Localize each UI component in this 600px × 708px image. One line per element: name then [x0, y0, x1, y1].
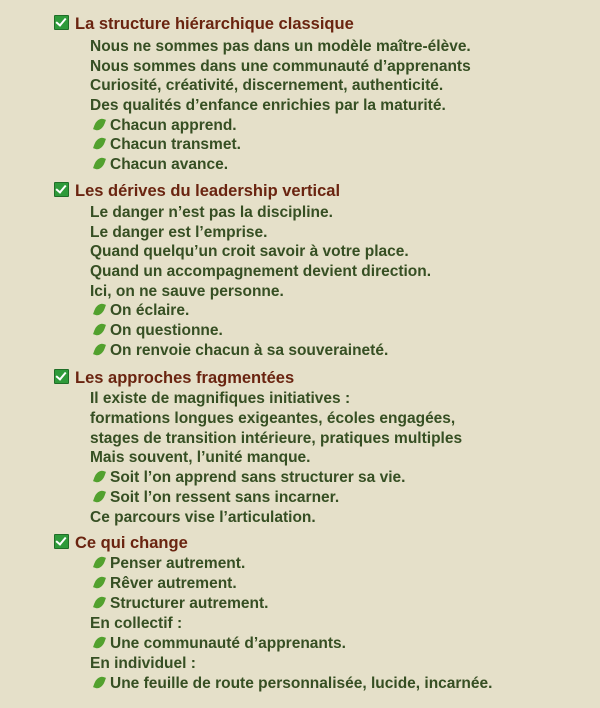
heading-text: Ce qui change: [75, 534, 188, 552]
leaf-icon: [93, 489, 106, 504]
bullet-text: On questionne.: [110, 322, 223, 339]
check-box-icon: [54, 534, 69, 549]
text-line: stages de transition intérieure, pratiques multiples: [90, 430, 463, 447]
bullet-text: Chacun apprend.: [110, 117, 237, 134]
leaf-icon: [93, 302, 106, 317]
text-line: Le danger est l’emprise.: [90, 224, 268, 241]
section-heading: [54, 534, 188, 553]
text-line: Quand un accompagnement devient direction.: [90, 263, 432, 280]
bullet-item: [95, 341, 388, 360]
bullet-text: Une communauté d’apprenants.: [110, 635, 346, 652]
label-individual: En individuel :: [90, 655, 196, 672]
bullet-text: Soit l’on ressent sans incarner.: [110, 489, 340, 506]
leaf-icon: [93, 555, 106, 570]
bullet-text: Chacun transmet.: [110, 136, 241, 153]
bullet-item: [95, 321, 223, 340]
heading-text: Les dérives du leadership vertical: [75, 182, 341, 200]
bullet-item: [95, 116, 237, 135]
bullet-item: [95, 135, 241, 154]
leaf-icon: [93, 635, 106, 650]
leaf-icon: [93, 117, 106, 132]
bullet-text: Penser autrement.: [110, 555, 246, 572]
bullet-item: [95, 301, 189, 320]
bullet-item: [95, 155, 228, 174]
text-line: Nous sommes dans une communauté d’apprenants: [90, 58, 471, 75]
check-box-icon: [54, 182, 69, 197]
bullet-item: [95, 488, 339, 507]
label-collective: En collectif :: [90, 615, 183, 632]
bullet-item: [95, 468, 405, 487]
text-line: Il existe de magnifiques initiatives :: [90, 390, 351, 407]
bullet-item: [95, 554, 245, 573]
leaf-icon: [93, 675, 106, 690]
text-line: Mais souvent, l’unité manque.: [90, 449, 311, 466]
leaf-icon: [93, 469, 106, 484]
leaf-icon: [93, 595, 106, 610]
bullet-text: On renvoie chacun à sa souveraineté.: [110, 342, 389, 359]
bullet-item: [95, 674, 492, 693]
section-heading: [54, 182, 340, 201]
leaf-icon: [93, 156, 106, 171]
bullet-text: Chacun avance.: [110, 156, 229, 173]
text-line: Curiosité, créativité, discernement, authenticité.: [90, 77, 444, 94]
bullet-item: [95, 634, 346, 653]
leaf-icon: [93, 136, 106, 151]
heading-text: La structure hiérarchique classique: [75, 15, 354, 33]
bullet-text: Structurer autrement.: [110, 595, 269, 612]
text-line: Quand quelqu’un croit savoir à votre place.: [90, 243, 409, 260]
bullet-text: Soit l’on apprend sans structurer sa vie.: [110, 469, 406, 486]
leaf-icon: [93, 322, 106, 337]
leaf-icon: [93, 575, 106, 590]
bullet-item: [95, 594, 268, 613]
leaf-icon: [93, 342, 106, 357]
heading-text: Les approches fragmentées: [75, 369, 295, 387]
check-box-icon: [54, 15, 69, 30]
bullet-text: On éclaire.: [110, 302, 190, 319]
check-box-icon: [54, 369, 69, 384]
text-line: Ici, on ne sauve personne.: [90, 283, 284, 300]
section-heading: [54, 369, 294, 388]
text-line: formations longues exigeantes, écoles engagées,: [90, 410, 456, 427]
text-line: Ce parcours vise l’articulation.: [90, 509, 316, 526]
text-line: Nous ne sommes pas dans un modèle maître-élève.: [90, 38, 471, 55]
bullet-item: [95, 574, 237, 593]
bullet-text: Rêver autrement.: [110, 575, 237, 592]
bullet-text: Une feuille de route personnalisée, lucide, incarnée.: [110, 675, 493, 692]
text-line: Le danger n’est pas la discipline.: [90, 204, 333, 221]
text-line: Des qualités d’enfance enrichies par la maturité.: [90, 97, 446, 114]
section-heading: [54, 15, 354, 34]
